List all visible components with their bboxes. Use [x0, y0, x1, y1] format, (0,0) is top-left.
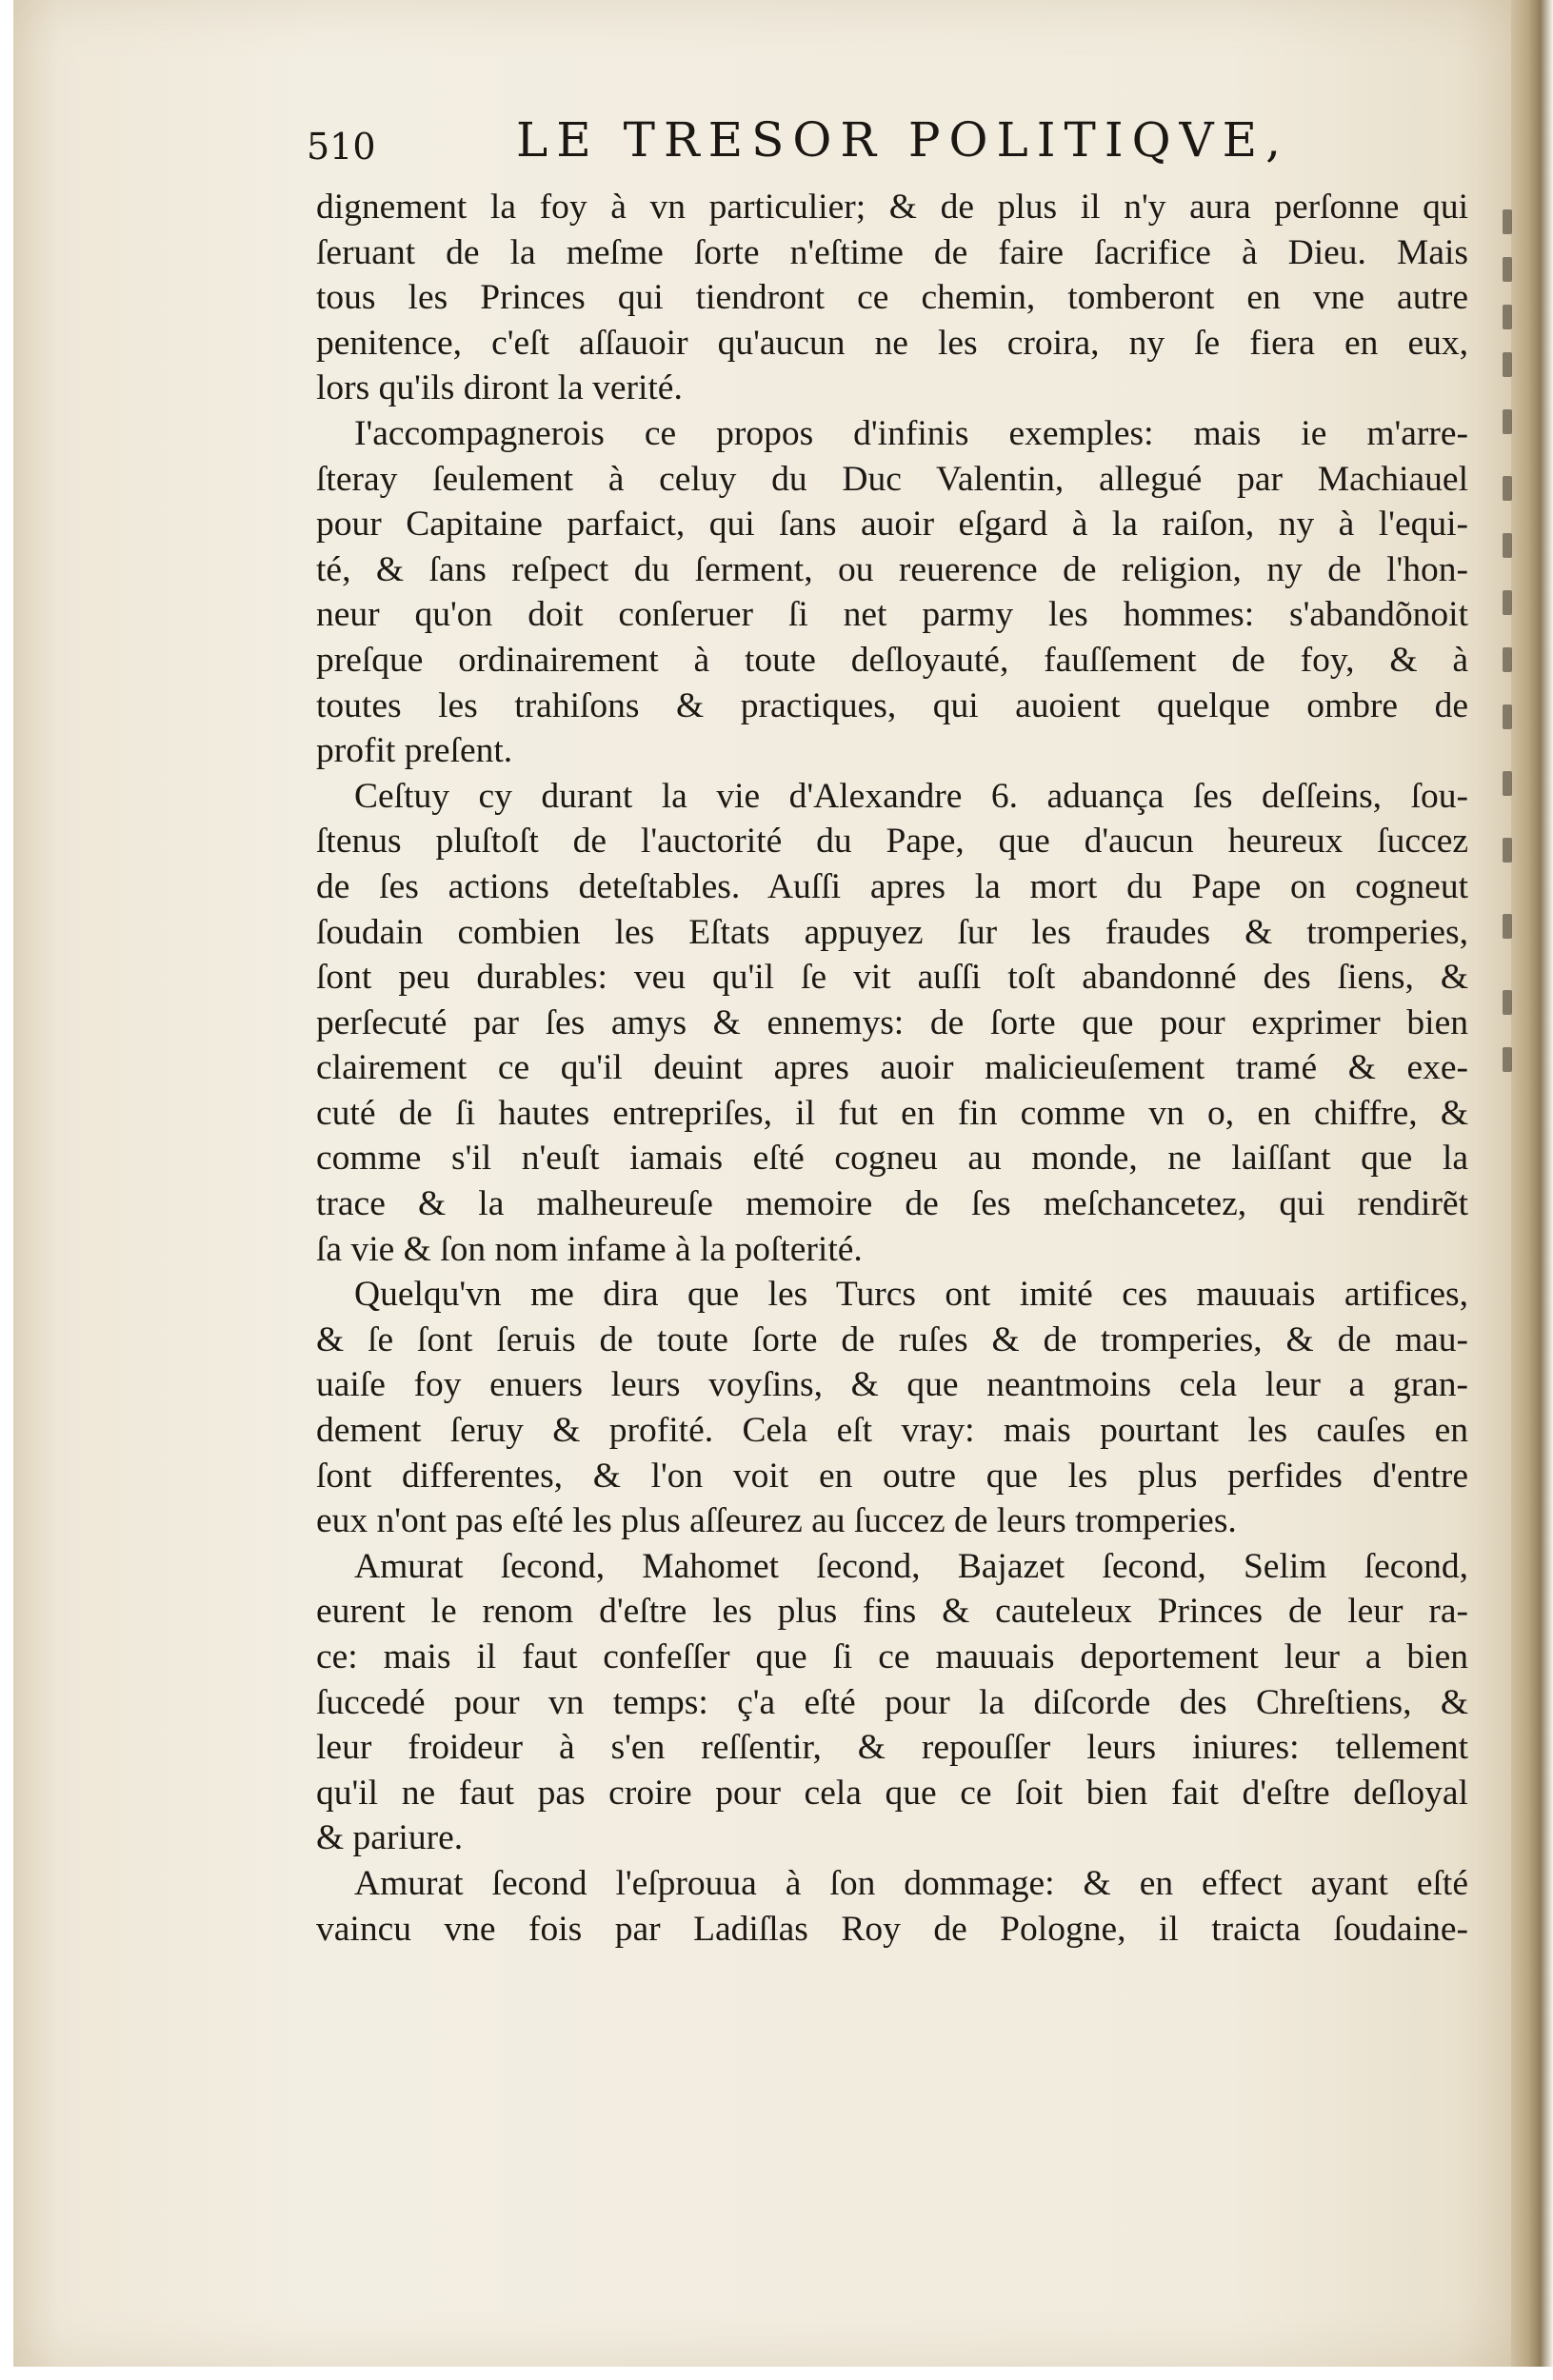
body-text: [316, 185, 1468, 1952]
text-line: vaincu vne fois par Ladiſlas Roy de Pologne, il traicta ſoudaine-: [316, 1909, 1468, 1949]
text-line: cuté de ſi hautes entrepriſes, il fut en fin comme vn o, en chiffre, &: [316, 1093, 1468, 1133]
text-line: perſecuté par ſes amys & ennemys: de ſorte que pour exprimer bien: [316, 1002, 1468, 1042]
text-line: pour Capitaine parfaict, qui ſans auoir eſgard à la raiſon, ny à l'equi-: [316, 505, 1468, 545]
text-line: comme s'il n'euſt iamais eſté cogneu au monde, ne laiſſant que la: [316, 1139, 1468, 1179]
text-line: ſuccedé pour vn temps: ç'a eſté pour la diſcorde des Chreſtiens, &: [316, 1682, 1468, 1722]
running-header: [307, 112, 1468, 179]
text-line: toutes les trahiſons & practiques, qui auoient quelque ombre de: [316, 685, 1468, 725]
text-line: tous les Princes qui tiendront ce chemin, tomberont en vne autre: [316, 278, 1468, 318]
text-line: uaiſe foy enuers leurs voyſins, & que neantmoins cela leur a gran-: [316, 1365, 1468, 1405]
text-line: eux n'ont pas eſté les plus aſſeurez au ſuccez de leurs tromperies.: [316, 1501, 1237, 1541]
text-line: ſteray ſeulement à celuy du Duc Valentin, allegué par Machiauel: [316, 459, 1468, 499]
text-line: dement ſeruy & profité. Cela eſt vray: mais pourtant les cauſes en: [316, 1411, 1468, 1451]
paragraph-start: Amurat ſecond, Mahomet ſecond, Bajazet ſecond, Selim ſecond,: [354, 1546, 1468, 1586]
text-line: ſoudain combien les Eſtats appuyez ſur les fraudes & tromperies,: [316, 912, 1468, 952]
running-title: LE TRESOR POLITIQVE,: [516, 112, 1290, 168]
text-line: dignement la foy à vn particulier; & de plus il n'y aura perſonne qui: [316, 188, 1468, 227]
text-line: lors qu'ils diront la verité.: [316, 368, 683, 408]
text-line: trace & la malheureuſe memoire de ſes meſchancetez, qui rendirẽt: [316, 1184, 1468, 1224]
text-line: ce: mais il faut confeſſer que ſi ce mauuais deportement leur a bien: [316, 1637, 1468, 1676]
text-line: ſont peu durables: veu qu'il ſe vit auſſi toſt abandonné des ſiens, &: [316, 958, 1468, 998]
text-line: eurent le renom d'eſtre les plus fins & cauteleux Princes de leur ra-: [316, 1592, 1468, 1632]
paragraph-start: Ceſtuy cy durant la vie d'Alexandre 6. aduança ſes deſſeins, ſou-: [354, 776, 1468, 816]
text-line: profit preſent.: [316, 731, 513, 771]
text-line: neur qu'on doit conſeruer ſi net parmy les hommes: s'abandõnoit: [316, 595, 1468, 635]
margin-notes-bleed: [1503, 190, 1520, 1333]
paragraph-start: Amurat ſecond l'eſprouua à ſon dommage: & en effect ayant eſté: [354, 1863, 1468, 1903]
text-line: leur froideur à s'en reſſentir, & repouſſer leurs iniures: tellement: [316, 1728, 1468, 1768]
text-line: preſque ordinairement à toute deſloyauté, fauſſement de foy, & à: [316, 640, 1468, 680]
text-line: qu'il ne faut pas croire pour cela que ce ſoit bien fait d'eſtre deſloyal: [316, 1773, 1468, 1813]
text-line: de ſes actions deteſtables. Auſſi apres la mort du Pape on cogneut: [316, 866, 1468, 906]
text-line: penitence, c'eſt aſſauoir qu'aucun ne les croira, ny ſe fiera en eux,: [316, 323, 1468, 363]
text-line: ſa vie & ſon nom infame à la poſterité.: [316, 1229, 863, 1269]
text-line: té, & ſans reſpect du ſerment, ou reuerence de religion, ny de l'hon-: [316, 549, 1468, 589]
paragraph-start: Quelqu'vn me dira que les Turcs ont imité ces mauuais artifices,: [354, 1275, 1468, 1315]
text-line: & pariure.: [316, 1818, 464, 1858]
page-number: 510: [307, 126, 376, 168]
text-line: ſeruant de la meſme ſorte n'eſtime de faire ſacrifice à Dieu. Mais: [316, 232, 1468, 272]
text-line: clairement ce qu'il deuint apres auoir malicieuſement tramé & exe-: [316, 1048, 1468, 1088]
text-line: ſont differentes, & l'on voit en outre que les plus perfides d'entre: [316, 1456, 1468, 1496]
paragraph-start: I'accompagnerois ce propos d'infinis exemples: mais ie m'arre-: [354, 413, 1468, 453]
text-line: & ſe ſont ſeruis de toute ſorte de ruſes & de tromperies, & de mau-: [316, 1319, 1468, 1359]
text-line: ſtenus pluſtoſt de l'auctorité du Pape, que d'aucun heureux ſuccez: [316, 822, 1468, 862]
